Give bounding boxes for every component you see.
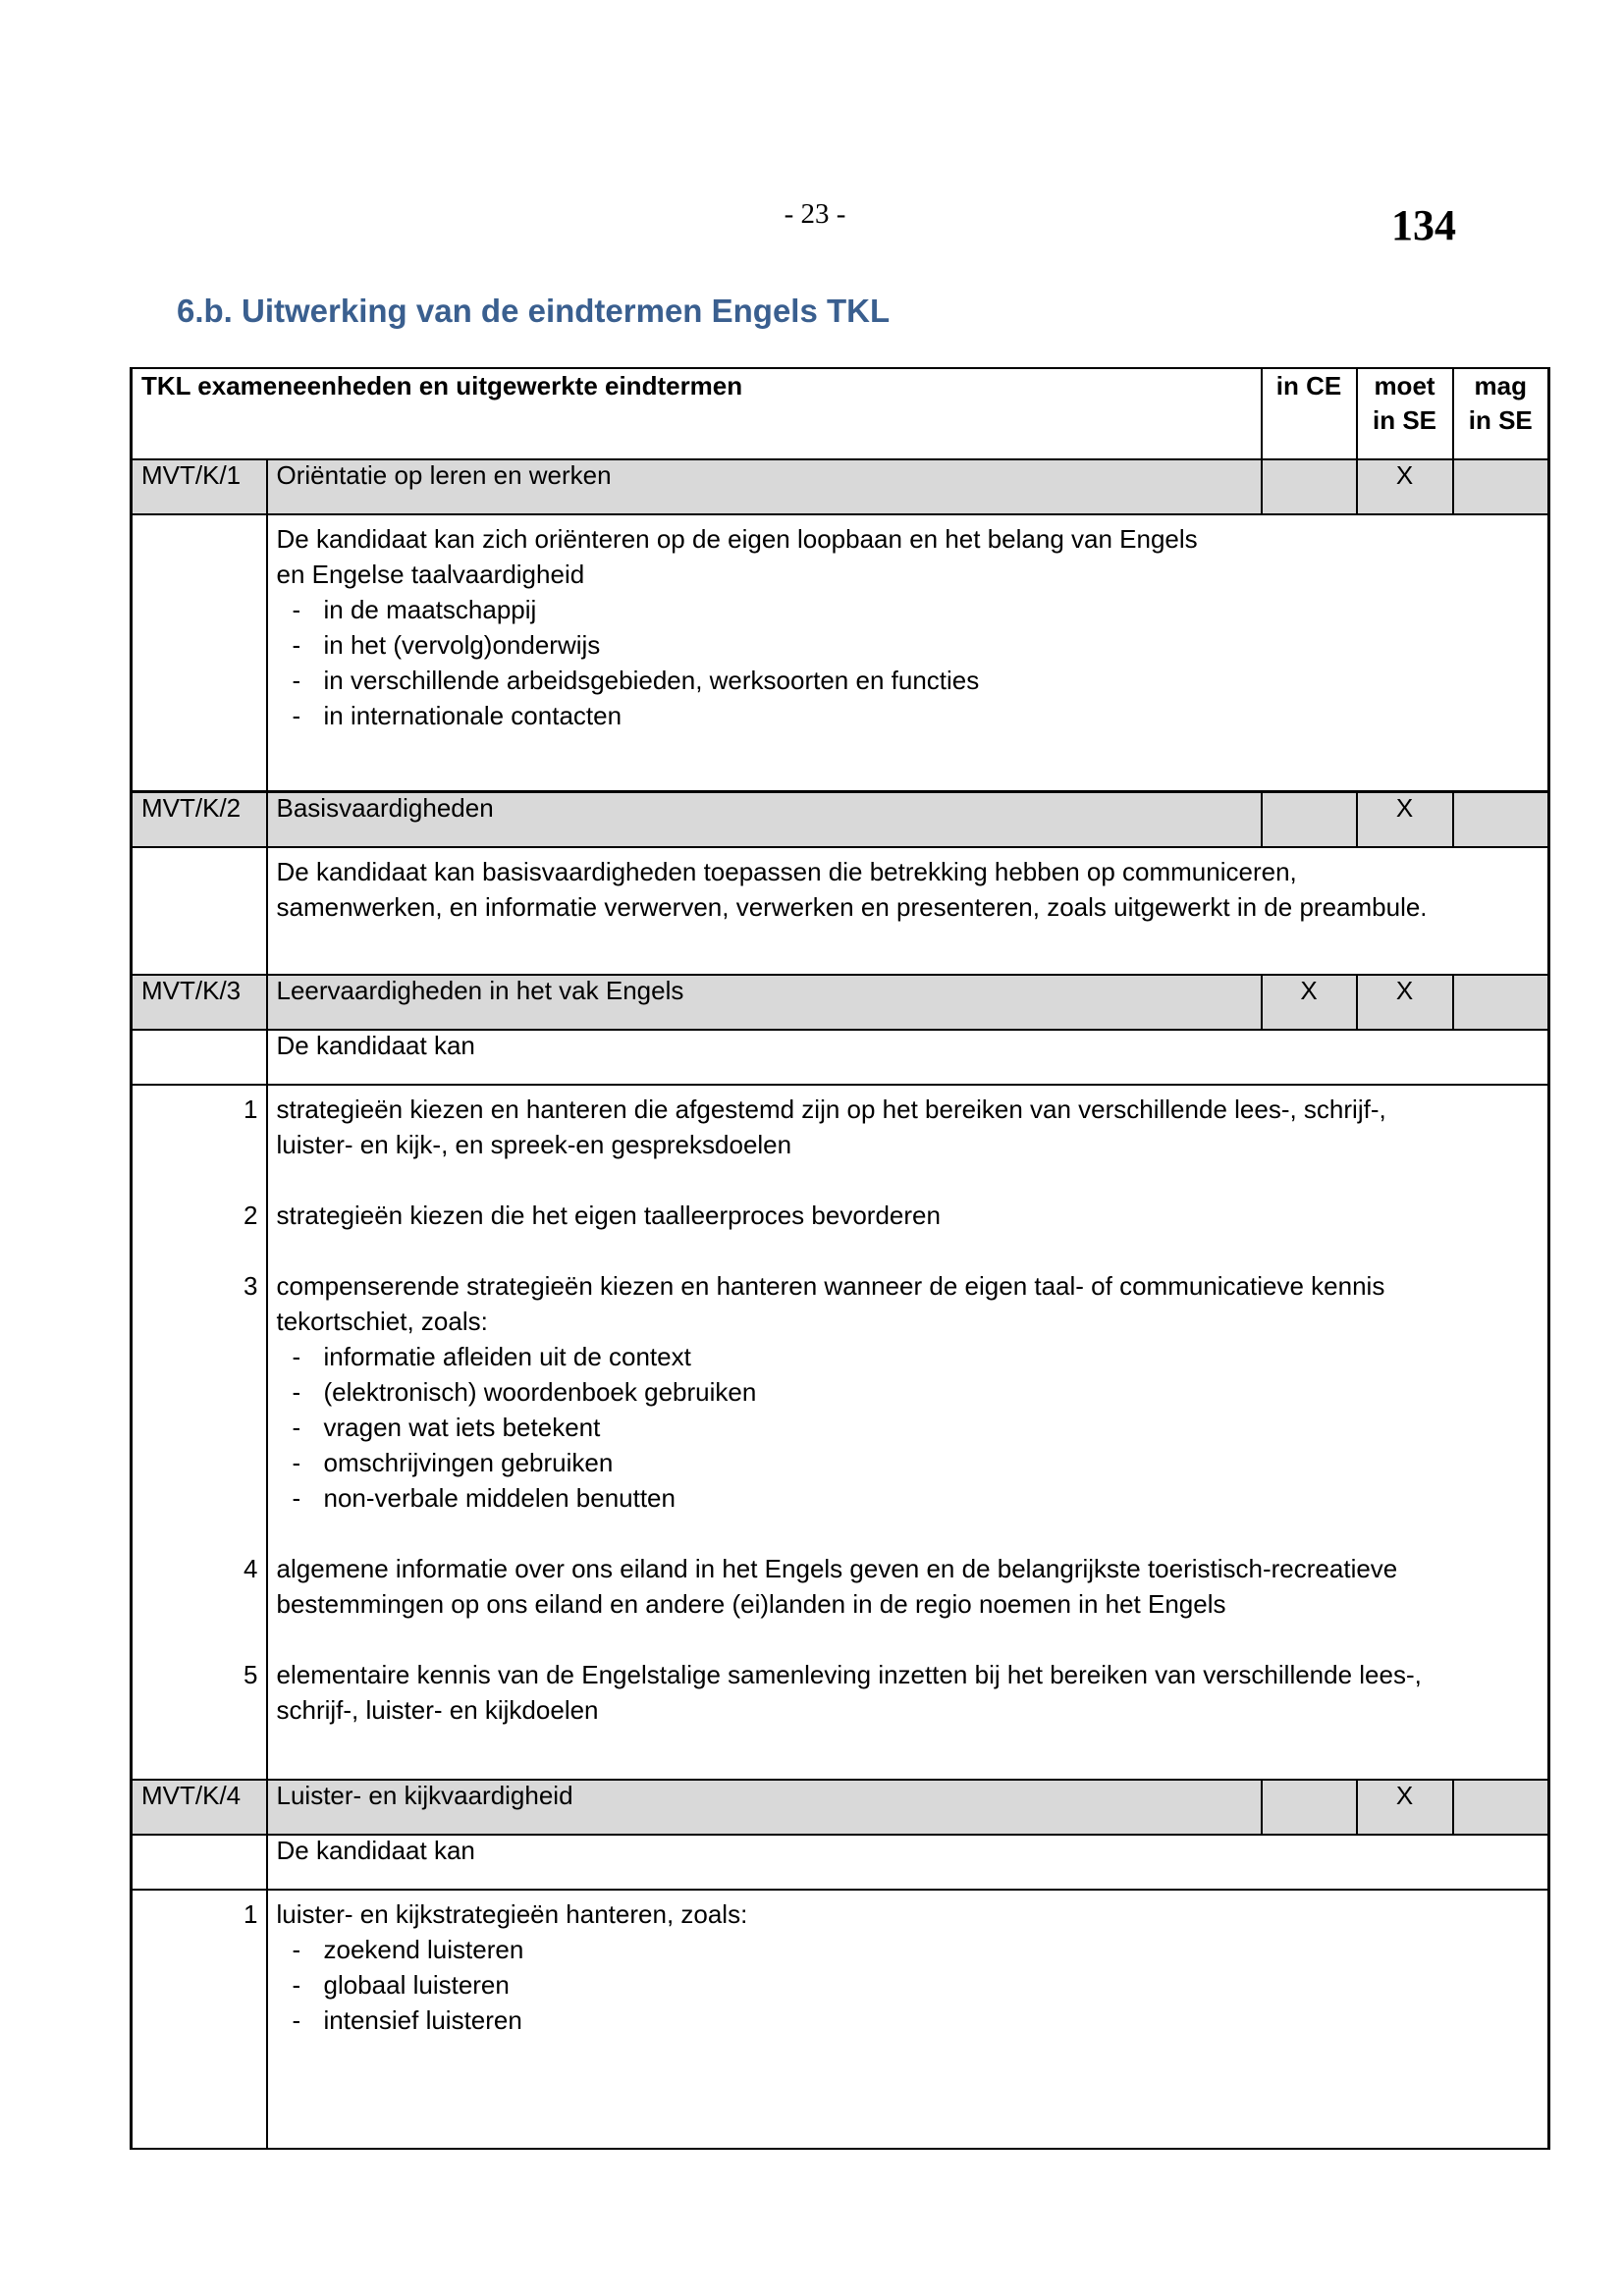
description-line: en Engelse taalvaardigheid (276, 560, 585, 589)
bullet-item: - in verschillende arbeidsgebieden, werksoorten en functies (277, 663, 1540, 698)
moet-in-se-mark: X (1357, 1780, 1453, 1835)
unit-code: MVT/K/2 (132, 792, 267, 848)
empty-code-cell (132, 847, 267, 975)
bullet-item: - in de maatschappij (277, 592, 1540, 627)
header-mag-line1: mag (1474, 371, 1527, 400)
item-text-line: elementaire kennis van de Engelstalige samenleving inzetten bij het bereiken van verschillende lees-, (276, 1660, 1422, 1689)
bullet-item: - omschrijvingen gebruiken (277, 1445, 1540, 1480)
eindtermen-table (130, 367, 1550, 2150)
item-text-line: compenserende strategieën kiezen en hanteren wanneer de eigen taal- of communicatieve kennis (276, 1271, 1385, 1301)
list-item (277, 1268, 1540, 1516)
unit-body-k2 (132, 847, 1549, 975)
description-line: samenwerken, en informatie verwerven, verwerken en presenteren, zoals uitgewerkt in de preambule. (276, 892, 1428, 922)
in-ce-mark (1262, 1780, 1357, 1835)
intro-text: De kandidaat kan (267, 1835, 1549, 1890)
unit-description (267, 514, 1549, 792)
description-line: De kandidaat kan zich oriënteren op de eigen loopbaan en het belang van Engels (276, 524, 1198, 554)
unit-intro-k4 (132, 1835, 1549, 1890)
in-ce-mark (1262, 459, 1357, 514)
item-text-line: schrijf-, luister- en kijkdoelen (276, 1695, 599, 1725)
bullet-list (277, 1339, 1540, 1516)
unit-row-k3 (132, 975, 1549, 1030)
item-text-line: strategieën kiezen en hanteren die afgestemd zijn op het bereiken van verschillende lees-, schrijf-, (276, 1095, 1386, 1124)
list-item (277, 1896, 1540, 2038)
bullet-list (277, 592, 1540, 733)
empty-code-cell (132, 514, 267, 792)
unit-row-k1 (132, 459, 1549, 514)
bullet-item: - in internationale contacten (277, 698, 1540, 733)
header-in-ce: in CE (1262, 368, 1357, 459)
in-ce-mark (1262, 792, 1357, 848)
unit-description (267, 847, 1549, 975)
header-moet-line2: in SE (1372, 405, 1436, 435)
unit-row-k2 (132, 792, 1549, 848)
item-number: 4 (244, 1554, 258, 1583)
item-text-line: tekortschiet, zoals: (276, 1307, 488, 1336)
unit-title: Luister- en kijkvaardigheid (267, 1780, 1262, 1835)
page-number: - 23 - (784, 198, 846, 230)
bullet-item: - vragen wat iets betekent (277, 1410, 1540, 1445)
item-number: 1 (244, 1899, 258, 1929)
bullet-list (277, 1932, 1540, 2038)
item-texts (267, 1890, 1549, 2149)
item-text-line: bestemmingen op ons eiland en andere (ei)landen in de regio noemen in het Engels (276, 1589, 1226, 1619)
item-number: 5 (244, 1660, 258, 1689)
unit-intro-k3 (132, 1030, 1549, 1085)
item-text-line: luister- en kijk-, en spreek-en gespreksdoelen (276, 1130, 792, 1159)
header-moet-line1: moet (1374, 371, 1435, 400)
bullet-item: - (elektronisch) woordenboek gebruiken (277, 1374, 1540, 1410)
list-item (277, 1092, 1540, 1162)
mag-in-se-mark (1453, 1780, 1549, 1835)
item-text-line: strategieën kiezen die het eigen taalleerproces bevorderen (276, 1201, 941, 1230)
header-main: TKL exameneenheden en uitgewerkte eindtermen (132, 368, 1262, 459)
mag-in-se-mark (1453, 975, 1549, 1030)
moet-in-se-mark: X (1357, 792, 1453, 848)
document-number: 134 (1391, 201, 1456, 249)
description-line: De kandidaat kan basisvaardigheden toepassen die betrekking hebben op communiceren, (276, 857, 1297, 886)
item-text-line: algemene informatie over ons eiland in het Engels geven en de belangrijkste toeristisch-recreatieve (276, 1554, 1398, 1583)
unit-row-k4 (132, 1780, 1549, 1835)
item-numbers (132, 1085, 267, 1780)
empty-code-cell (132, 1030, 267, 1085)
mag-in-se-mark (1453, 792, 1549, 848)
header-moet-in-se (1357, 368, 1453, 459)
unit-title: Basisvaardigheden (267, 792, 1262, 848)
in-ce-mark: X (1262, 975, 1357, 1030)
unit-title: Oriëntatie op leren en werken (267, 459, 1262, 514)
moet-in-se-mark: X (1357, 975, 1453, 1030)
unit-code: MVT/K/4 (132, 1780, 267, 1835)
item-texts (267, 1085, 1549, 1780)
unit-code: MVT/K/3 (132, 975, 267, 1030)
section-title: 6.b. Uitwerking van de eindtermen Engels TKL (177, 293, 891, 329)
list-item (277, 1551, 1540, 1622)
item-number: 2 (244, 1201, 258, 1230)
bullet-item: - globaal luisteren (277, 1967, 1540, 2002)
item-numbers (132, 1890, 267, 2149)
intro-text: De kandidaat kan (267, 1030, 1549, 1085)
bullet-item: - informatie afleiden uit de context (277, 1339, 1540, 1374)
unit-items-k3 (132, 1085, 1549, 1780)
bullet-item: - intensief luisteren (277, 2002, 1540, 2038)
unit-title: Leervaardigheden in het vak Engels (267, 975, 1262, 1030)
list-item (277, 1657, 1540, 1728)
moet-in-se-mark: X (1357, 459, 1453, 514)
item-number: 3 (244, 1271, 258, 1301)
list-item (277, 1198, 1540, 1233)
table-header-row (132, 368, 1549, 459)
unit-items-k4 (132, 1890, 1549, 2149)
unit-code: MVT/K/1 (132, 459, 267, 514)
mag-in-se-mark (1453, 459, 1549, 514)
header-mag-in-se (1453, 368, 1549, 459)
item-text-line: luister- en kijkstrategieën hanteren, zoals: (276, 1899, 748, 1929)
item-number: 1 (244, 1095, 258, 1124)
unit-body-k1 (132, 514, 1549, 792)
bullet-item: - in het (vervolg)onderwijs (277, 627, 1540, 663)
bullet-item: - non-verbale middelen benutten (277, 1480, 1540, 1516)
empty-code-cell (132, 1835, 267, 1890)
header-mag-line2: in SE (1468, 405, 1533, 435)
bullet-item: - zoekend luisteren (277, 1932, 1540, 1967)
